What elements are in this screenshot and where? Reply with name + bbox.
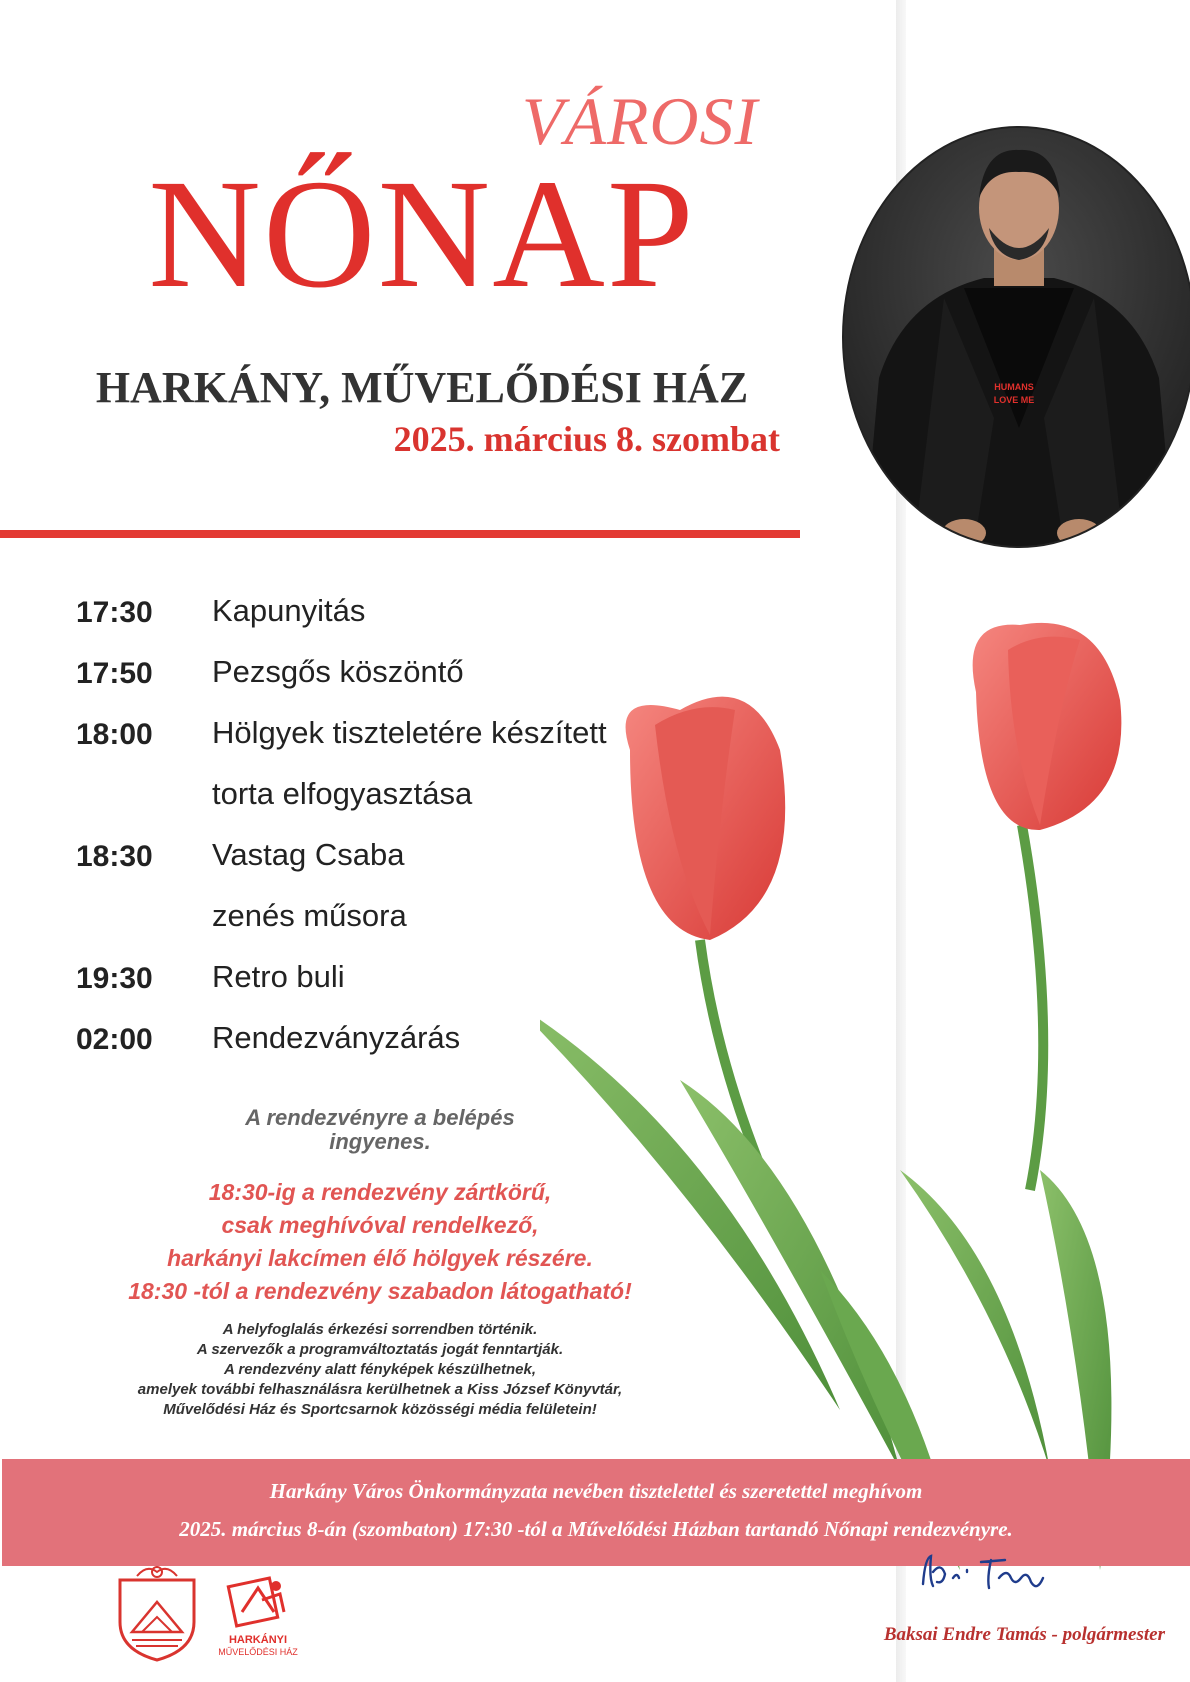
fine-print-line: Művelődési Ház és Sportcsarnok közösségi média felületein! [163,1401,597,1418]
schedule-activity: Kapunyitás [212,593,366,628]
schedule-activity: Rendezványzárás [212,1020,461,1055]
venue: HARKÁNY, MŰVELŐDÉSI HÁZ [95,363,749,412]
shirt-text-2: LOVE ME [993,395,1035,405]
fine-print [70,1320,690,1420]
schedule-activity: torta elfogyasztása [212,776,473,811]
restriction-line: harkányi lakcímen élő hölgyek részére. [167,1245,593,1271]
signature [915,1548,1075,1598]
event-date: 2025. március 8. szombat [393,419,780,459]
schedule-activity: Hölgyek tiszteletére készített [212,715,607,750]
schedule-time: 17:30 [76,596,153,629]
fine-print-line: A rendezvény alatt fényképek készülhetnek, [223,1361,537,1378]
page-title: NŐNAP [148,147,696,320]
schedule-item [76,824,716,946]
performer-illustration [844,128,1190,546]
restriction-line: 18:30 -tól a rendezvény szabadon látogatható! [128,1278,632,1304]
fine-print-line: A szervezők a programváltoztatás jogát fenntartják. [196,1341,564,1358]
schedule-item [76,702,716,824]
schedule-time: 02:00 [76,1023,153,1056]
schedule-item [76,1007,716,1068]
schedule-time: 19:30 [76,962,153,995]
signer-name: Baksai Endre Tamás - polgármester [883,1624,1165,1645]
schedule-item [76,580,716,641]
schedule-time: 18:00 [76,718,153,751]
schedule-activity: Vastag Csaba [212,837,405,872]
divider [0,530,800,538]
cultural-house-logo [218,1572,298,1672]
entry-note [180,1106,580,1154]
restriction-note [60,1176,700,1308]
performer-photo [842,126,1190,548]
fine-print-line: A helyfoglalás érkezési sorrendben történik. [222,1321,538,1338]
invitation-line: Harkány Város Önkormányzata nevében tisztelettel és szeretettel meghívom [269,1479,923,1503]
restriction-line: 18:30-ig a rendezvény zártkörű, [208,1179,552,1205]
restriction-line: csak meghívóval rendelkező, [221,1212,539,1238]
logo-subtext: MŰVELŐDÉSI HÁZ [218,1647,298,1657]
entry-note-line: A rendezvényre a belépés [245,1105,515,1130]
schedule-item [76,641,716,702]
schedule-item [76,946,716,1007]
schedule-activity: Retro buli [212,959,345,994]
logo-text: HARKÁNYI [228,1634,288,1646]
schedule-activity: zenés műsora [212,898,407,933]
fine-print-line: amelyek további felhasználásra kerülhetnek a Kiss József Könyvtár, [137,1381,623,1398]
entry-note-line: ingyenes. [329,1129,431,1154]
title-kicker: VÁROSI [521,83,759,159]
schedule-time: 17:50 [76,657,153,690]
invitation-line: 2025. március 8-án (szombaton) 17:30 -tól a Művelődési Házban tartandó Nőnapi rendezvényre. [179,1517,1013,1541]
coat-of-arms-logo [112,1562,202,1662]
cultural-house-icon [218,1572,298,1632]
schedule-time: 18:30 [76,840,153,873]
schedule-activity: Pezsgős köszöntő [212,654,464,689]
schedule [76,580,716,1068]
shirt-text-1: HUMANS [994,382,1034,392]
